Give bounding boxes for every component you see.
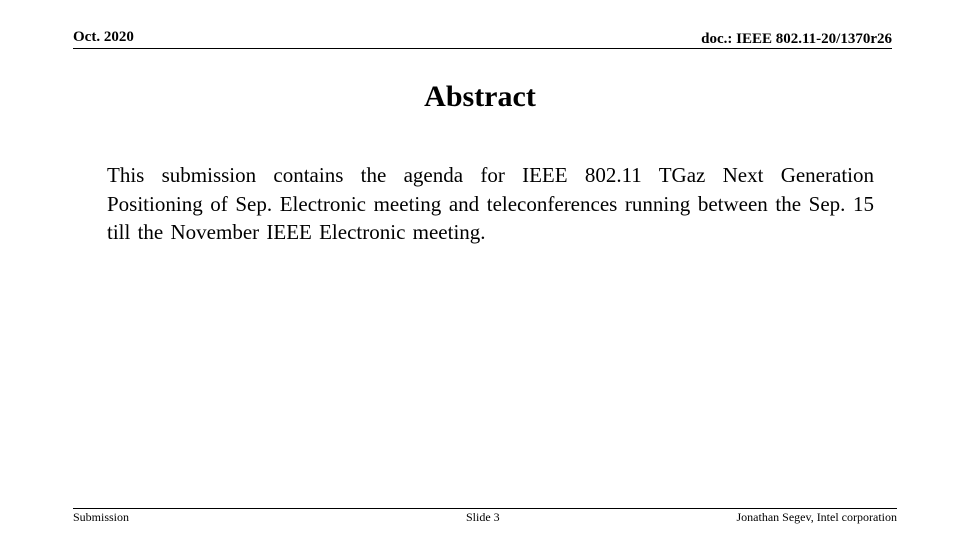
slide-title: Abstract xyxy=(424,80,536,113)
header-doc-id: doc.: IEEE 802.11-20/1370r26 xyxy=(701,31,892,47)
header-divider xyxy=(73,48,892,49)
footer-submission: Submission xyxy=(73,510,130,524)
header-date: Oct. 2020 xyxy=(73,29,134,45)
footer-divider xyxy=(73,508,897,509)
abstract-text: This submission contains the agenda for IEEE 802.11 TGaz Next Generation Positioning of Sep. Electronic meeting and teleconferences running between the Sep. 15 till the November IEEE Electronic meeting. xyxy=(107,163,874,244)
footer-author: Jonathan Segev, Intel corporation xyxy=(736,510,897,524)
footer-slide-number: Slide 3 xyxy=(466,510,500,524)
